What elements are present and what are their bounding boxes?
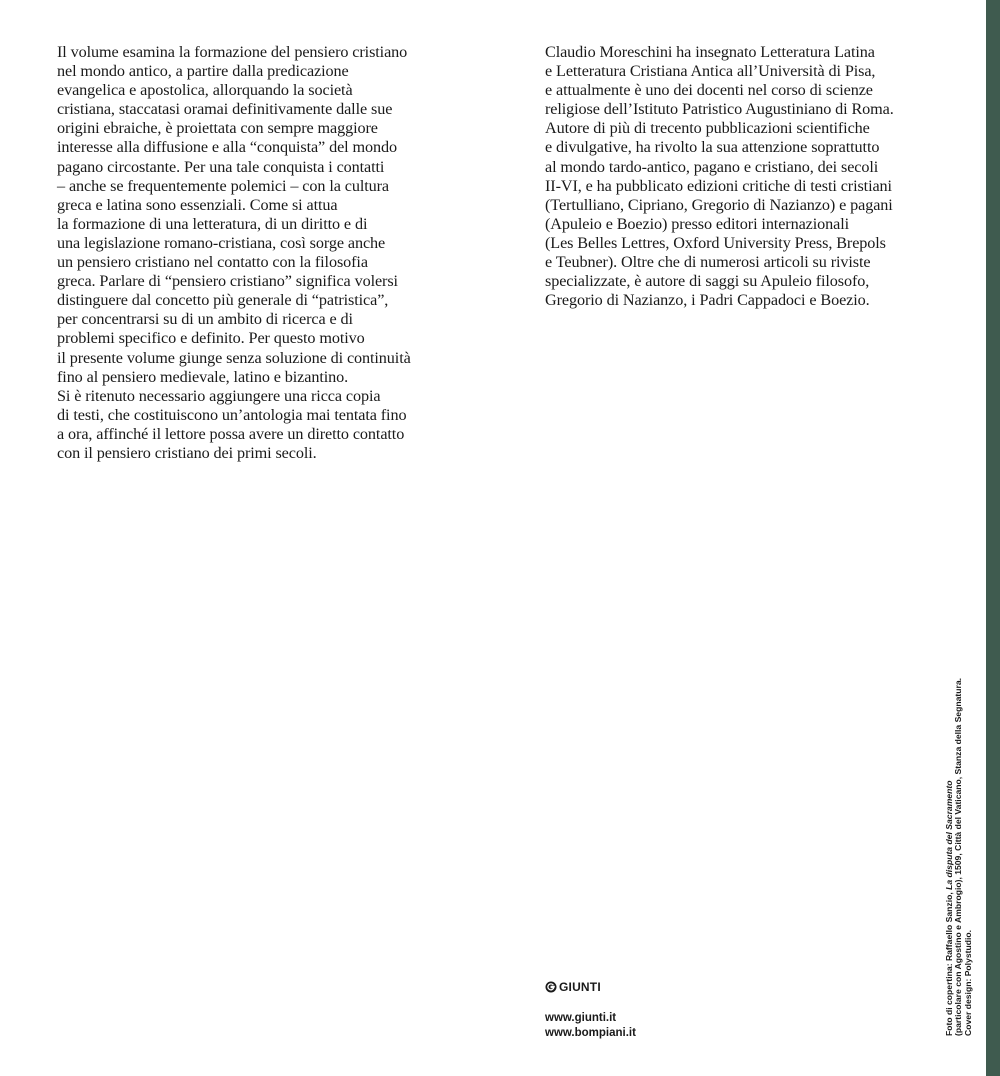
author-bio-text xyxy=(545,43,945,310)
spine-color-bar xyxy=(986,0,1000,1076)
bompiani-url-link[interactable]: www.bompiani.it xyxy=(545,1026,636,1039)
text-line: (Les Belles Lettres, Oxford University Press, Brepols xyxy=(545,233,886,252)
text-line: origini ebraiche, è proiettata con sempre maggiore xyxy=(57,119,378,138)
cover-credits xyxy=(945,678,973,1036)
publisher-block xyxy=(545,980,636,1040)
text-line: greca e latina sono essenziali. Come si attua xyxy=(57,195,338,214)
text-line: e Teubner). Oltre che di numerosi articoli su riviste xyxy=(545,253,871,272)
text-line: nel mondo antico, a partire dalla predicazione xyxy=(57,62,349,81)
credits-line-3: Cover design: Polystudio. xyxy=(962,929,973,1036)
giunti-logo xyxy=(545,980,636,994)
text-line: cristiana, staccatasi oramai definitivamente dalle sue xyxy=(57,100,393,119)
text-line: (Apuleio e Boezio) presso editori internazionali xyxy=(545,214,850,233)
artwork-title: La disputa del Sacramento xyxy=(944,780,954,890)
text-line: problemi specifico e definito. Per questo motivo xyxy=(57,329,365,348)
text-line: religiose dell’Istituto Patristico Augustiniano di Roma. xyxy=(545,100,894,119)
synopsis-text xyxy=(57,43,467,463)
text-line: Autore di più di trecento pubblicazioni scientifiche xyxy=(545,119,870,138)
credits-line-2: (particolare con Agostino e Ambrogio), 1509, Città del Vaticano, Stanza della Segnatura. xyxy=(953,678,964,1036)
text-line: Gregorio di Nazianzo, i Padri Cappadoci e Boezio. xyxy=(545,291,870,310)
text-line: e attualmente è uno dei docenti nel corso di scienze xyxy=(545,81,873,100)
text-line: e divulgative, ha rivolto la sua attenzione soprattutto xyxy=(545,138,880,157)
text-line: (Tertulliano, Cipriano, Gregorio di Nazianzo) e pagani xyxy=(545,195,893,214)
text-line: interesse alla diffusione e alla “conquista” del mondo xyxy=(57,138,397,157)
text-line: Claudio Moreschini ha insegnato Letteratura Latina xyxy=(545,43,875,61)
text-line: – anche se frequentemente polemici – con la cultura xyxy=(57,176,389,195)
text-line: una legislazione romano-cristiana, così sorge anche xyxy=(57,233,386,252)
text-line: un pensiero cristiano nel contatto con la filosofia xyxy=(57,253,368,272)
giunti-url-link[interactable]: www.giunti.it xyxy=(545,1012,617,1024)
text-line: Si è ritenuto necessario aggiungere una ricca copia xyxy=(57,386,381,405)
text-line: Il volume esamina la formazione del pensiero cristiano xyxy=(57,43,408,61)
text-line: di testi, che costituiscono un’antologia mai tentata fino xyxy=(57,405,407,424)
text-line: e Letteratura Cristiana Antica all’Università di Pisa, xyxy=(545,62,876,81)
text-line: greca. Parlare di “pensiero cristiano” significa volersi xyxy=(57,272,398,291)
text-line: fino al pensiero medievale, latino e bizantino. xyxy=(57,367,349,386)
text-line: a ora, affinché il lettore possa avere un diretto contatto xyxy=(57,424,405,443)
text-line: specializzate, è autore di saggi su Apuleio filosofo, xyxy=(545,272,870,291)
text-line: per concentrarsi su di un ambito di ricerca e di xyxy=(57,310,353,329)
text-line: distinguere dal concetto più generale di “patristica”, xyxy=(57,291,389,310)
text-line: evangelica e apostolica, allorquando la società xyxy=(57,81,353,100)
text-line: al mondo tardo-antico, pagano e cristiano, dei secoli xyxy=(545,157,879,176)
publisher-logo-text: GIUNTI xyxy=(559,980,601,994)
text-line: con il pensiero cristiano dei primi secoli. xyxy=(57,443,317,462)
text-line: il presente volume giunge senza soluzione di continuità xyxy=(57,348,411,367)
text-line: II-VI, e ha pubblicato edizioni critiche di testi cristiani xyxy=(545,176,892,195)
text-line: la formazione di una letteratura, di un diritto e di xyxy=(57,214,368,233)
credits-line-1: Foto di copertina: Raffaello Sanzio, La disputa del Sacramento xyxy=(944,780,954,1036)
giunti-g-icon xyxy=(545,981,557,993)
text-line: pagano circostante. Per una tale conquista i contatti xyxy=(57,157,385,176)
